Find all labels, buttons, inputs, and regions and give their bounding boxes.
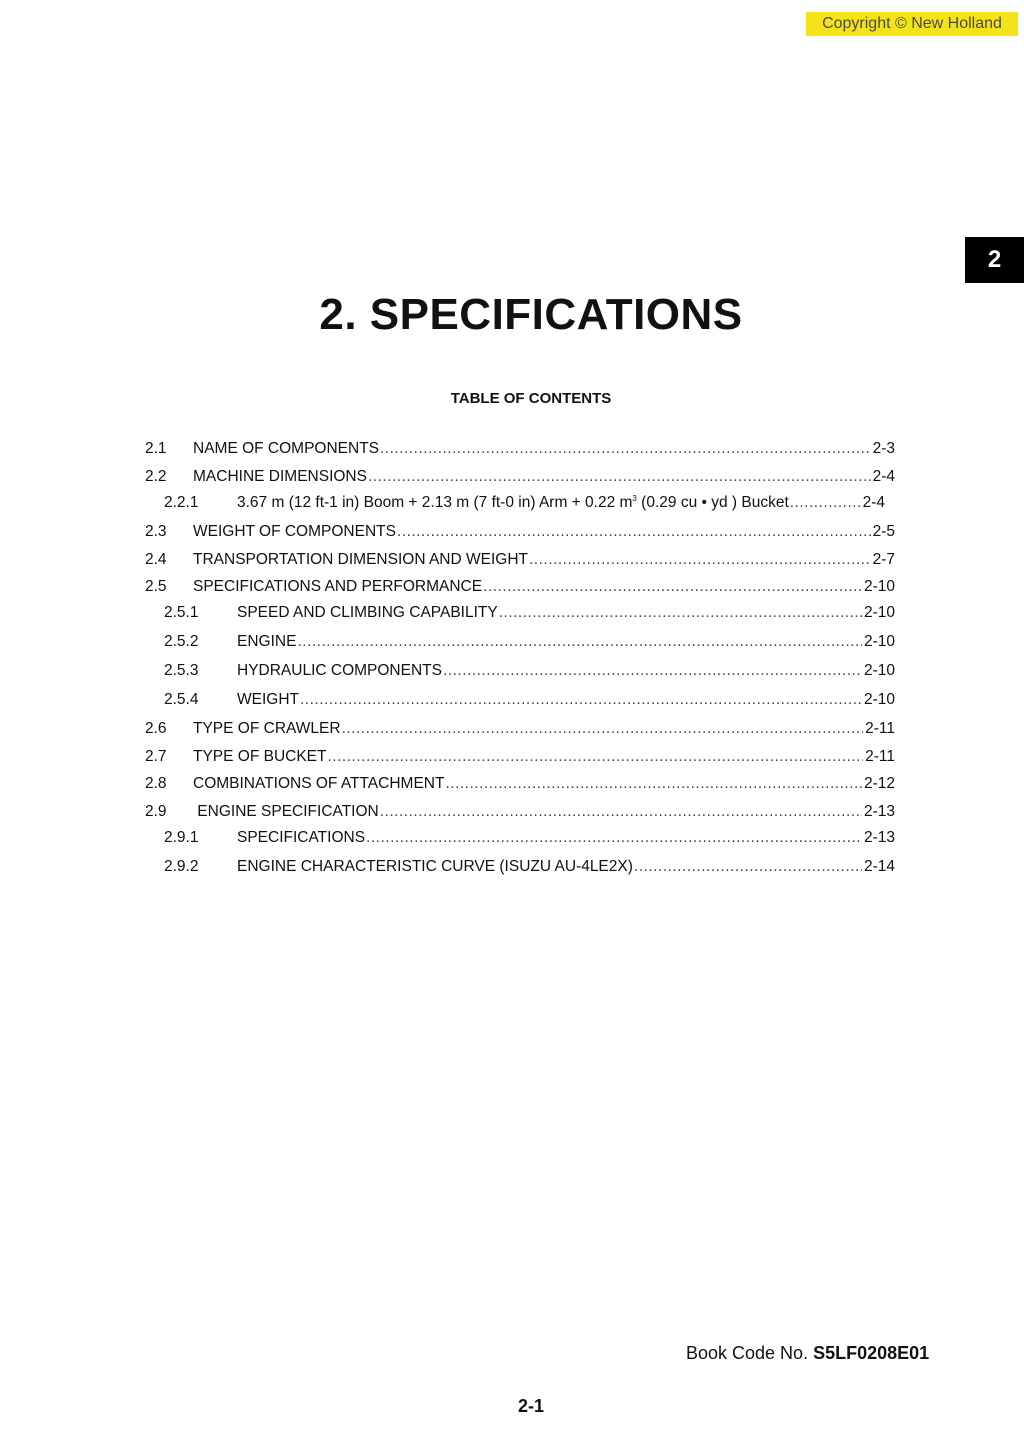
- toc-entry-title: ENGINE CHARACTERISTIC CURVE (ISUZU AU-4LE2X): [237, 858, 633, 875]
- toc-dot-leader: [297, 632, 862, 652]
- toc-entry[interactable]: [164, 661, 895, 681]
- toc-entry-number: 2.9: [145, 803, 167, 820]
- book-code-label: Book Code No.: [686, 1343, 814, 1363]
- toc-entry[interactable]: [145, 577, 895, 597]
- toc-entry-number: 2.5: [145, 578, 167, 595]
- toc-entry-title: MACHINE DIMENSIONS: [193, 468, 367, 485]
- toc-entry-number: 2.9.1: [164, 829, 199, 846]
- superscript-cubed: 3: [632, 494, 637, 503]
- toc-entry-page: 2-10: [863, 578, 895, 595]
- toc-entry[interactable]: [145, 719, 895, 739]
- toc-dot-leader: [483, 577, 862, 597]
- toc-entry-title: HYDRAULIC COMPONENTS: [237, 662, 442, 679]
- toc-entry-page: 2-3: [872, 440, 895, 457]
- toc-entry[interactable]: [145, 802, 895, 822]
- toc-entry[interactable]: [164, 690, 895, 710]
- toc-dot-leader: [443, 661, 862, 681]
- chapter-tab: 2: [965, 237, 1024, 283]
- page-number: 2-1: [517, 1396, 544, 1416]
- toc-entry[interactable]: [145, 467, 895, 487]
- toc-entry[interactable]: [145, 439, 895, 459]
- toc-entry-page: 2-5: [872, 523, 895, 540]
- toc-dot-leader: [380, 439, 871, 459]
- toc-entry-number: 2.2.1: [164, 494, 199, 511]
- toc-entry-title: ENGINE SPECIFICATION: [193, 803, 379, 820]
- toc-entry-page: 2-10: [863, 691, 895, 708]
- toc-entry-title: ENGINE: [237, 633, 297, 650]
- toc-entry-page: 2-11: [865, 720, 895, 737]
- toc-dot-leader: [366, 828, 862, 848]
- toc-dot-leader: [445, 774, 862, 794]
- toc-entry[interactable]: [145, 522, 895, 542]
- toc-entry-page: 2-4: [872, 468, 895, 485]
- toc-entry-page: 2-14: [863, 858, 895, 875]
- toc-entry-number: 2.2: [145, 468, 167, 485]
- toc-entry-page: 2-13: [863, 829, 895, 846]
- toc-entry-number: 2.4: [145, 551, 167, 568]
- toc-entry[interactable]: [145, 747, 895, 767]
- toc-dot-leader: [634, 857, 862, 877]
- copyright-banner: Copyright © New Holland: [806, 12, 1018, 36]
- toc-entry[interactable]: [164, 857, 895, 877]
- toc-entry-title: TYPE OF BUCKET: [193, 748, 327, 765]
- toc-entry-page: 2-4: [862, 494, 885, 511]
- toc-entry-number: 2.6: [145, 720, 167, 737]
- toc-entry-number: 2.1: [145, 440, 167, 457]
- toc-dot-leader: [790, 493, 861, 513]
- toc-dot-leader: [328, 747, 864, 767]
- toc-entry[interactable]: [164, 828, 895, 848]
- toc-dot-leader: [499, 603, 862, 623]
- toc-entry-number: 2.3: [145, 523, 167, 540]
- toc-entry-title: WEIGHT OF COMPONENTS: [193, 523, 396, 540]
- toc-entry-page: 2-7: [872, 551, 895, 568]
- toc-entry-number: 2.5.1: [164, 604, 199, 621]
- toc-entry[interactable]: [164, 603, 895, 623]
- toc-entry-title: 3.67 m (12 ft-1 in) Boom + 2.13 m (7 ft-0 in) Arm + 0.22 $m^3$ (0.29 cu • yd ) Bucket: [237, 494, 789, 511]
- toc-entry[interactable]: [145, 774, 895, 794]
- toc-entry-title: COMBINATIONS OF ATTACHMENT: [193, 775, 445, 792]
- toc-entry-title: TRANSPORTATION DIMENSION AND WEIGHT: [193, 551, 528, 568]
- book-code-value: S5LF0208E01: [813, 1343, 930, 1363]
- toc-entry-page: 2-12: [863, 775, 895, 792]
- toc-entry-page: 2-10: [863, 633, 895, 650]
- book-code: [686, 1343, 929, 1364]
- toc-entry-title: TYPE OF CRAWLER: [193, 720, 341, 737]
- toc-entry-number: 2.5.4: [164, 691, 199, 708]
- toc-entry-number: 2.5.3: [164, 662, 199, 679]
- toc-entry[interactable]: [145, 550, 895, 570]
- toc-entry-title: SPECIFICATIONS AND PERFORMANCE: [193, 578, 483, 595]
- toc-entry-title: SPECIFICATIONS: [237, 829, 366, 846]
- toc-entry-page: 2-10: [863, 604, 895, 621]
- toc-entry[interactable]: [164, 632, 895, 652]
- toc-entry-title: NAME OF COMPONENTS: [193, 440, 380, 457]
- toc-dot-leader: [342, 719, 864, 739]
- toc-dot-leader: [397, 522, 871, 542]
- toc-entry-number: 2.5.2: [164, 633, 199, 650]
- toc-dot-leader: [380, 802, 862, 822]
- toc-entry-page: 2-10: [863, 662, 895, 679]
- toc-entry-number: 2.7: [145, 748, 167, 765]
- toc-dot-leader: [529, 550, 871, 570]
- toc-entry-number: 2.9.2: [164, 858, 199, 875]
- page-title: 2. SPECIFICATIONS: [319, 290, 743, 339]
- toc-entry-title: WEIGHT: [237, 691, 299, 708]
- toc-entry-page: 2-13: [863, 803, 895, 820]
- toc-entry-number: 2.8: [145, 775, 167, 792]
- toc-heading: TABLE OF CONTENTS: [450, 390, 612, 407]
- toc-entry-title: SPEED AND CLIMBING CAPABILITY: [237, 604, 498, 621]
- toc-dot-leader: [300, 690, 862, 710]
- toc-entry[interactable]: [164, 493, 885, 513]
- toc-entry-page: 2-11: [865, 748, 895, 765]
- toc-dot-leader: [368, 467, 871, 487]
